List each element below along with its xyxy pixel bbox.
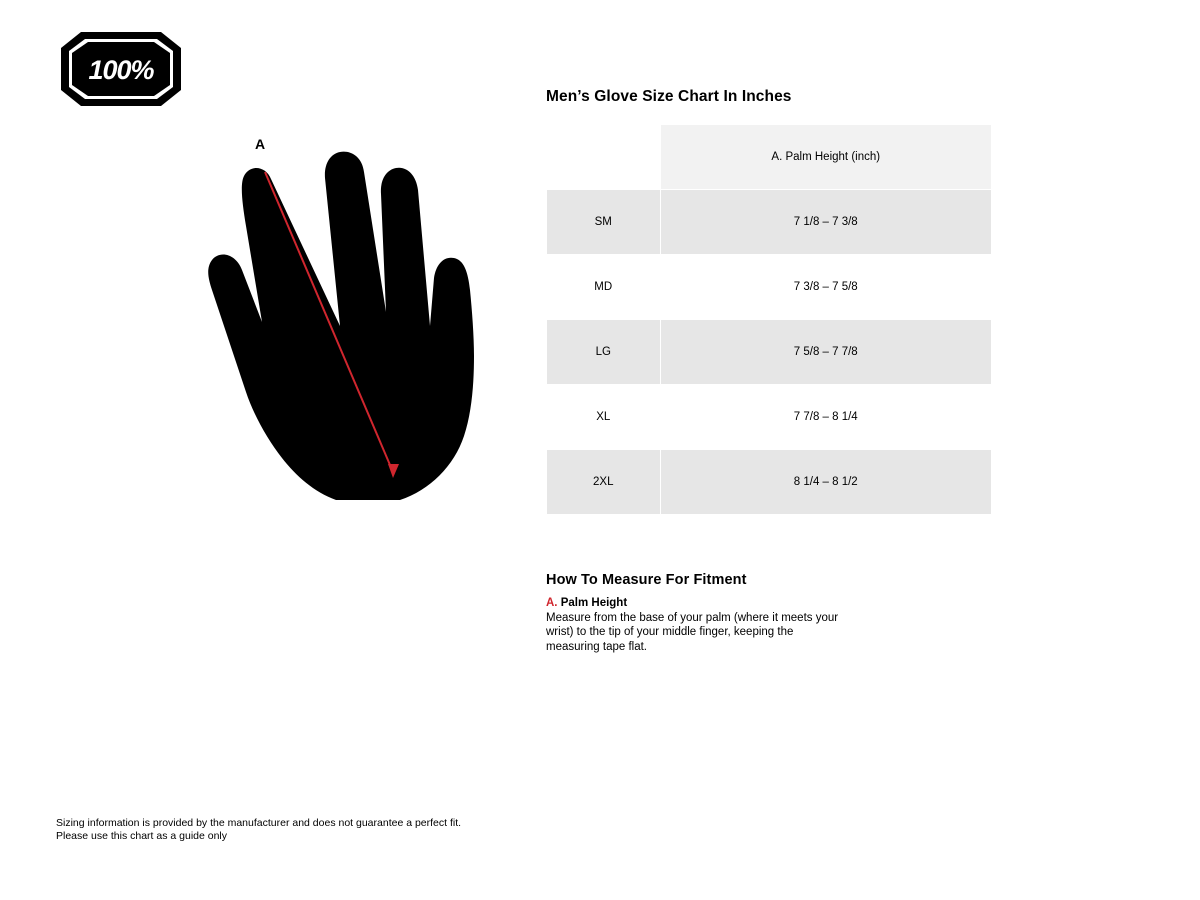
hand-illustration <box>150 130 530 520</box>
how-to-measure-section <box>546 572 876 654</box>
column-header-palm-height: A. Palm Height (inch) <box>660 125 992 190</box>
brand-logo <box>59 30 183 108</box>
size-label-lg: LG <box>547 320 661 385</box>
page-title: Men’s Glove Size Chart In Inches <box>546 88 792 105</box>
measure-item-letter: A. <box>546 597 558 609</box>
size-label-2xl: 2XL <box>547 450 661 515</box>
measurement-label-a: A <box>255 136 266 152</box>
size-label-sm: SM <box>547 190 661 255</box>
size-chart-section <box>546 88 992 515</box>
hundred-percent-logo-icon <box>59 30 183 108</box>
table-corner-cell <box>547 125 661 190</box>
table-row <box>547 385 992 450</box>
palm-height-2xl: 8 1/4 – 8 1/2 <box>660 450 992 515</box>
table-head <box>547 125 992 190</box>
size-label-md: MD <box>547 255 661 320</box>
size-chart-table <box>546 124 992 515</box>
svg-text:100%: 100% <box>88 55 154 85</box>
table-row <box>547 320 992 385</box>
size-label-xl: XL <box>547 385 661 450</box>
footer-line-2: Please use this chart as a guide only <box>56 830 228 842</box>
table-row <box>547 255 992 320</box>
hand-glove-measurement-diagram-icon <box>150 130 530 520</box>
table-row <box>547 450 992 515</box>
footer-line-1: Sizing information is provided by the manufacturer and does not guarantee a perfect fit. <box>56 817 462 829</box>
footer-disclaimer <box>56 817 461 843</box>
palm-height-sm: 7 1/8 – 7 3/8 <box>660 190 992 255</box>
table-row <box>547 190 992 255</box>
how-to-measure-heading: How To Measure For Fitment <box>546 572 747 588</box>
measure-item-title: Palm Height <box>560 597 628 609</box>
table-header-row <box>547 125 992 190</box>
table-body <box>547 190 992 515</box>
measure-item-heading <box>546 597 876 609</box>
measure-item-description: Measure from the base of your palm (where it meets your wrist) to the tip of your middle finger, keeping the measuring tape flat. <box>546 612 839 653</box>
palm-height-lg: 7 5/8 – 7 7/8 <box>660 320 992 385</box>
palm-height-xl: 7 7/8 – 8 1/4 <box>660 385 992 450</box>
palm-height-md: 7 3/8 – 7 5/8 <box>660 255 992 320</box>
